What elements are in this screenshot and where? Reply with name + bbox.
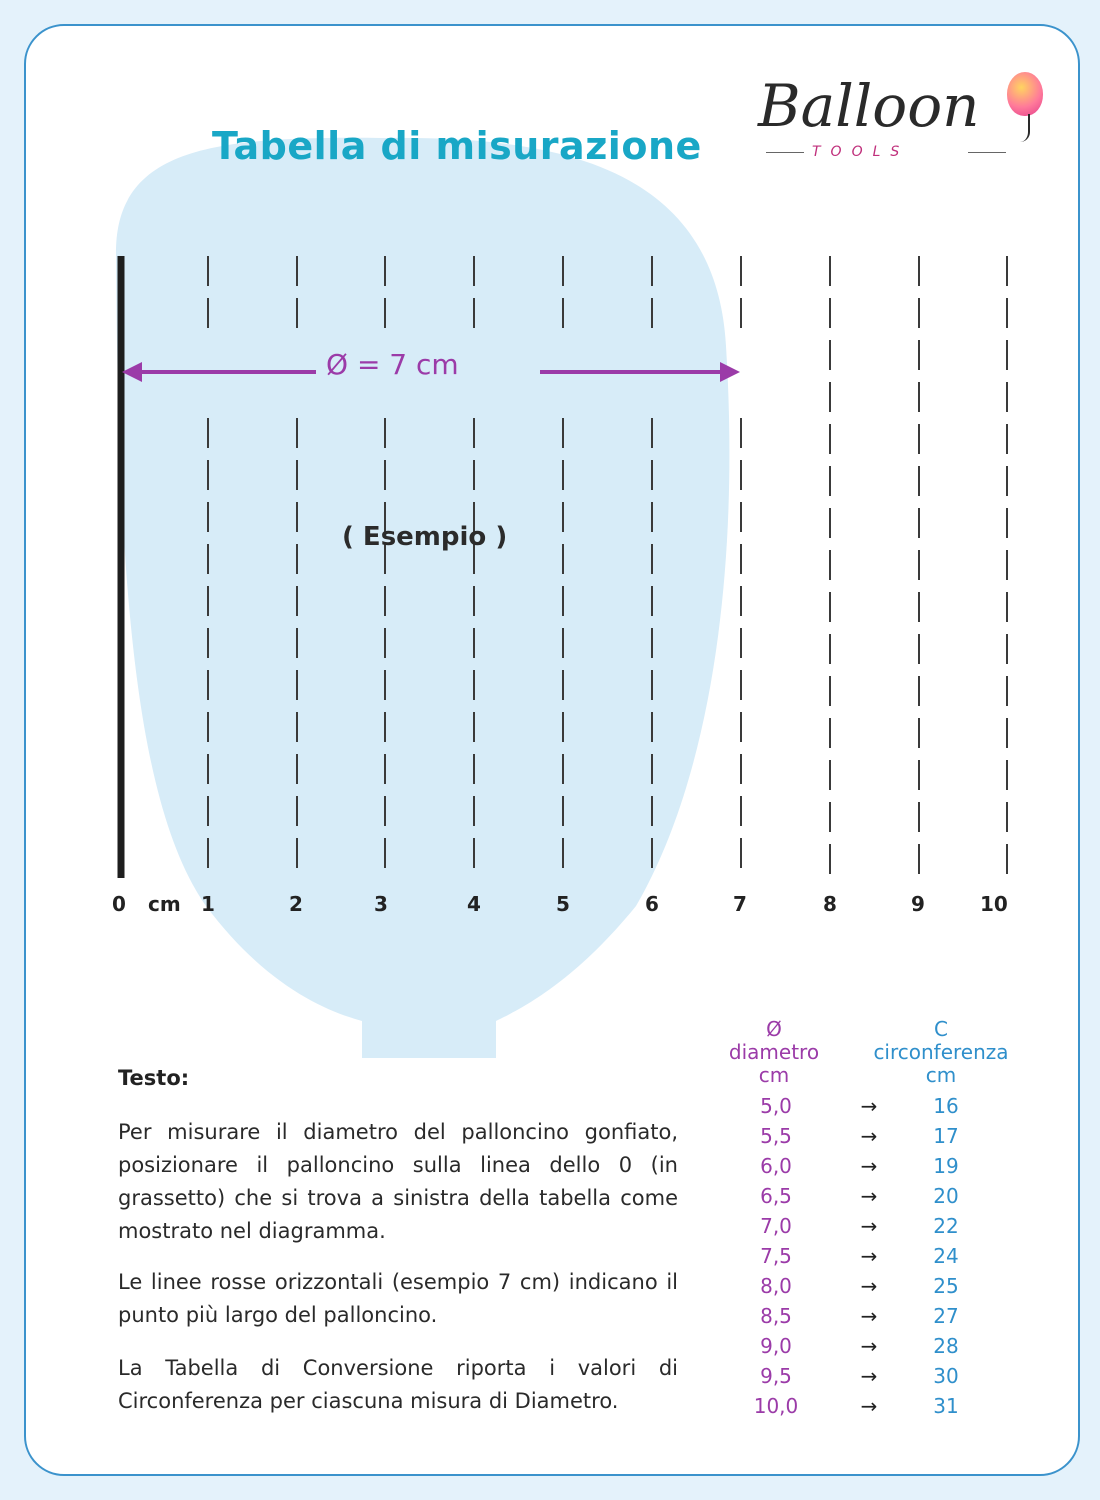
arrow-right-icon: →: [860, 1154, 878, 1178]
arrow-right-icon: →: [860, 1304, 878, 1328]
diameter-value: 5,5: [760, 1124, 792, 1148]
arrow-right-icon: →: [860, 1274, 878, 1298]
circumference-value: 30: [933, 1364, 959, 1388]
logo-subtitle: TOOLS: [812, 144, 910, 160]
arrow-right-icon: →: [860, 1214, 878, 1238]
diameter-label: Ø = 7 cm: [326, 348, 459, 381]
page-title: Tabella di misurazione: [212, 124, 702, 168]
tick-label-1: 1: [201, 892, 215, 916]
logo-rule-left: [766, 152, 804, 153]
tick-label-7: 7: [733, 892, 747, 916]
circumference-value: 27: [933, 1304, 959, 1328]
brand-logo: [752, 70, 1052, 170]
diameter-column-header: [714, 1018, 834, 1087]
balloon-icon: [1007, 72, 1043, 116]
circumference-value: 22: [933, 1214, 959, 1238]
tick-label-9: 9: [911, 892, 925, 916]
circumference-value: 28: [933, 1334, 959, 1358]
tick-label-8: 8: [823, 892, 837, 916]
circumference-header-unit: cm: [925, 1063, 957, 1087]
arrow-right-icon: →: [860, 1334, 878, 1358]
circumference-value: 25: [933, 1274, 959, 1298]
diameter-symbol: Ø: [766, 1017, 782, 1041]
tick-label-6: 6: [645, 892, 659, 916]
diameter-value: 9,0: [760, 1334, 792, 1358]
arrow-right-icon: →: [860, 1094, 878, 1118]
circumference-value: 19: [933, 1154, 959, 1178]
circumference-value: 24: [933, 1244, 959, 1268]
text-heading: Testo:: [118, 1066, 190, 1090]
tick-label-10: 10: [980, 892, 1008, 916]
circumference-header-label: circonferenza: [873, 1040, 1009, 1064]
measurement-card: [24, 24, 1080, 1476]
arrow-right-icon: →: [860, 1124, 878, 1148]
tick-label-4: 4: [467, 892, 481, 916]
diameter-value: 7,0: [760, 1214, 792, 1238]
diameter-value: 6,5: [760, 1184, 792, 1208]
diameter-value: 5,0: [760, 1094, 792, 1118]
diameter-header-unit: cm: [758, 1063, 790, 1087]
tick-label-5: 5: [556, 892, 570, 916]
circumference-value: 16: [933, 1094, 959, 1118]
circumference-symbol: C: [934, 1017, 948, 1041]
circumference-value: 31: [933, 1394, 959, 1418]
diameter-value: 6,0: [760, 1154, 792, 1178]
instruction-paragraph-2: Le linee rosse orizzontali (esempio 7 cm) indicano il punto più largo del palloncino.: [118, 1270, 678, 1327]
arrow-right-icon: →: [860, 1184, 878, 1208]
instruction-paragraph-3: La Tabella di Conversione riporta i valori di Circonferenza per ciascuna misura di Diametro.: [118, 1356, 678, 1413]
logo-rule-right: [968, 152, 1006, 153]
circumference-value: 17: [933, 1124, 959, 1148]
conversion-table: [26, 1094, 1080, 1434]
balloon-string-icon: [1018, 114, 1030, 142]
diameter-value: 8,5: [760, 1304, 792, 1328]
diameter-value: 8,0: [760, 1274, 792, 1298]
diameter-value: 10,0: [753, 1394, 799, 1418]
diameter-value: 9,5: [760, 1364, 792, 1388]
tick-label-3: 3: [374, 892, 388, 916]
arrow-right-icon: →: [860, 1244, 878, 1268]
arrow-right-icon: →: [860, 1394, 878, 1418]
logo-wordmark: Balloon: [758, 72, 980, 140]
instruction-paragraph-1: Per misurare il diametro del palloncino gonfiato, posizionare il palloncino sulla linea dello 0 (in grassetto) che si trova a sinistra della tabella come mostrato nel diagramma.: [118, 1120, 678, 1243]
diameter-header-label: diametro: [728, 1040, 820, 1064]
arrow-right-icon: →: [860, 1364, 878, 1388]
tick-label-0: 0: [112, 892, 126, 916]
circumference-value: 20: [933, 1184, 959, 1208]
diameter-value: 7,5: [760, 1244, 792, 1268]
tick-label-2: 2: [289, 892, 303, 916]
circumference-column-header: [866, 1018, 1016, 1087]
example-label: ( Esempio ): [342, 522, 508, 552]
tick-label-unit: cm: [148, 892, 181, 916]
